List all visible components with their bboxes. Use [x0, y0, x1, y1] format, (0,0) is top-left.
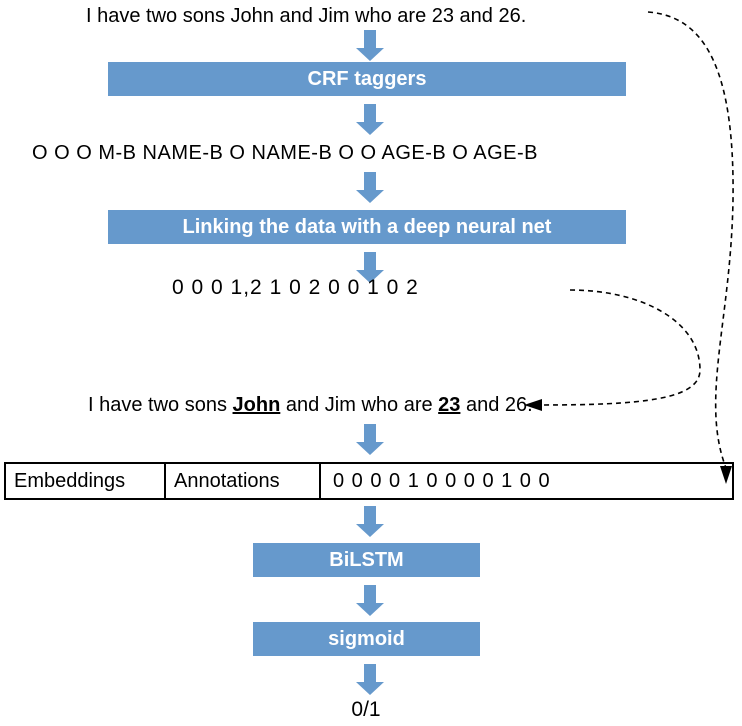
annotated-sentence [88, 393, 533, 417]
crf-tags-line: O O O M-B NAME-B O NAME-B O O AGE-B O AGE-B [32, 142, 539, 164]
sigmoid-box: sigmoid [253, 622, 480, 656]
feature-table-row [4, 462, 734, 500]
annotated-sentence-highlight-23: 23 [438, 394, 461, 416]
annotation-vector-cell: 0 0 0 0 1 0 0 0 0 1 0 0 [333, 469, 551, 492]
bilstm-box: BiLSTM [253, 543, 480, 577]
linking-box: Linking the data with a deep neural net [108, 210, 626, 244]
top-input-sentence: I have two sons John and Jim who are 23 and 26. [86, 5, 527, 27]
annotated-sentence-part2: and Jim who are [280, 394, 439, 416]
crf-taggers-box: CRF taggers [108, 62, 626, 96]
output-label: 0/1 [351, 698, 381, 721]
arrow-down-icon-6 [355, 506, 381, 543]
arrow-down-icon-7 [355, 585, 381, 622]
arrow-down-icon-8 [355, 664, 381, 701]
annotations-cell: Annotations [166, 464, 321, 498]
arrow-down-icon-5 [355, 424, 381, 461]
embeddings-cell: Embeddings [6, 464, 166, 498]
annotated-sentence-part1: I have two sons [88, 394, 233, 416]
annotated-sentence-highlight-john: John [232, 394, 281, 416]
encoded-numbers-line: 0 0 0 1,2 1 0 2 0 0 1 0 2 [172, 276, 419, 299]
annotated-sentence-part3: and 26. [460, 394, 533, 416]
